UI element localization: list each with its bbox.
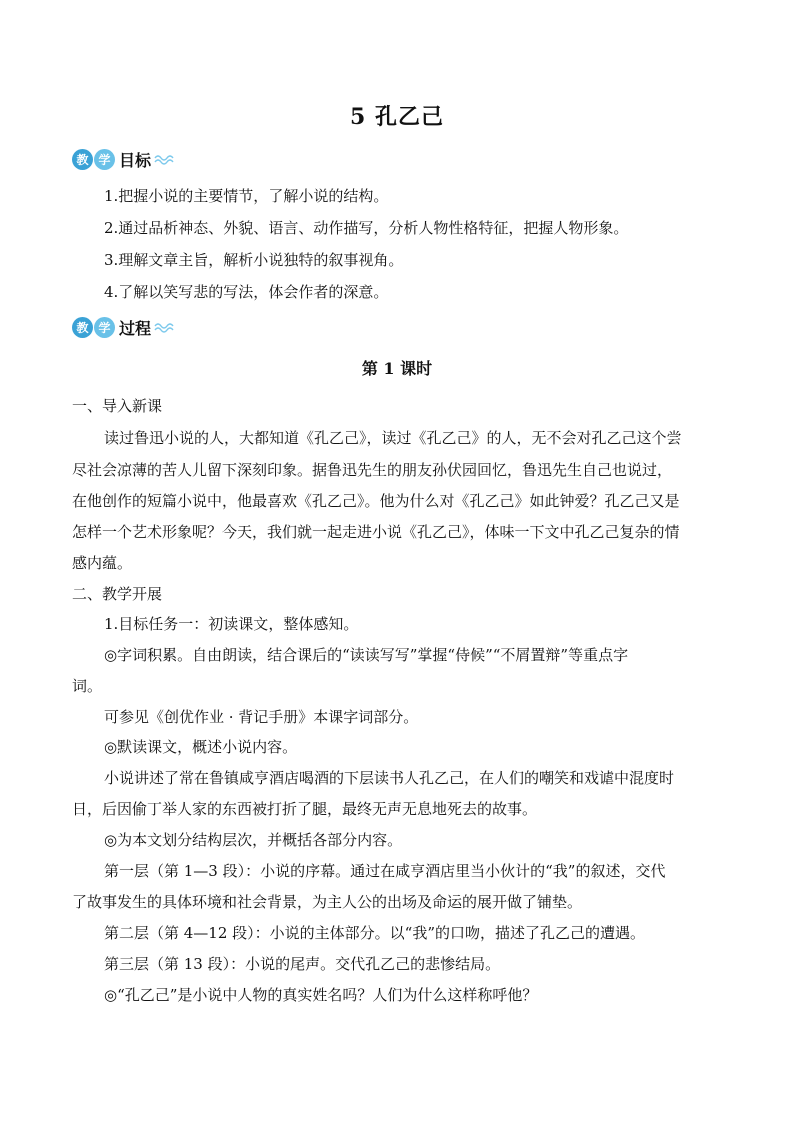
section-badge	[72, 317, 116, 338]
lesson-title: 第 1 课时	[361, 359, 433, 378]
intro-line-4: 怎样一个艺术形象呢？今天，我们就一起走进小说《孔乙己》，体味一下文中孔乙己复杂的情	[72, 523, 680, 541]
intro-line-1: 读过鲁迅小说的人，大都知道《孔乙己》，读过《孔乙己》的人，无不会对孔乙己这个尝	[104, 429, 682, 447]
objective-3: 3.理解文章主旨，解析小说独特的叙事视角。	[104, 251, 404, 269]
layer-1-line-1: 第一层（第 1—3 段）：小说的序幕。通过在咸亨酒店里当小伙计的“我”的叙述，交代	[104, 862, 666, 880]
task-1: 1.目标任务一：初读课文，整体感知。	[104, 615, 359, 633]
badge-char-2: 学	[94, 149, 115, 170]
summary-line-1: 小说讲述了常在鲁镇咸亨酒店喝酒的下层读书人孔乙己，在人们的嘲笑和戏谑中混度时	[104, 769, 675, 787]
section-badge	[72, 149, 116, 170]
intro-line-2: 尽社会凉薄的苦人儿留下深刻印象。据鲁迅先生的朋友孙伏园回忆，鲁迅先生自己也说过，	[72, 461, 673, 479]
section-title-rest: 目标	[119, 150, 152, 170]
section-title-rest: 过程	[119, 318, 152, 338]
badge-char-1: 教	[72, 149, 93, 170]
question: ◎“孔乙己”是小说中人物的真实姓名吗？人们为什么这样称呼他？	[104, 986, 538, 1004]
layer-1-line-2: 了故事发生的具体环境和社会背景，为主人公的出场及命运的展开做了铺垫。	[72, 893, 583, 911]
page-title: 5 孔乙己	[350, 104, 444, 130]
layer-2: 第二层（第 4—12 段）：小说的主体部分。以“我”的口吻，描述了孔乙己的遭遇。	[104, 924, 646, 942]
objective-1: 1.把握小说的主要情节，了解小说的结构。	[104, 187, 389, 205]
badge-char-2: 学	[94, 317, 115, 338]
intro-heading: 一、导入新课	[72, 397, 163, 415]
develop-heading: 二、教学开展	[72, 585, 163, 603]
summary-line-2: 日，后因偷丁举人家的东西被打折了腿，最终无声无息地死去的故事。	[72, 800, 538, 818]
intro-line-3: 在他创作的短篇小说中，他最喜欢《孔乙己》。他为什么对《孔乙己》如此钟爱？孔乙己又是	[72, 492, 680, 510]
vocab-line-2: 词。	[72, 677, 103, 695]
intro-line-5: 感内蕴。	[72, 554, 133, 572]
reference-note: 可参见《创优作业 · 背记手册》本课字词部分。	[104, 708, 419, 726]
silent-read-task: ◎默读课文，概述小说内容。	[104, 738, 298, 756]
vocab-line-1: ◎字词积累。自由朗读，结合课后的“读读写写”掌握“侍候”“不屑置辩”等重点字	[104, 646, 629, 664]
layer-3: 第三层（第 13 段）：小说的尾声。交代孔乙己的悲惨结局。	[104, 955, 501, 973]
wave-ornament-icon	[154, 321, 176, 333]
section-header-objectives	[72, 146, 176, 172]
structure-task: ◎为本文划分结构层次，并概括各部分内容。	[104, 831, 403, 849]
section-header-process	[72, 314, 176, 340]
objective-4: 4.了解以笑写悲的写法，体会作者的深意。	[104, 283, 389, 301]
objective-2: 2.通过品析神态、外貌、语言、动作描写，分析人物性格特征，把握人物形象。	[104, 219, 629, 237]
wave-ornament-icon	[154, 153, 176, 165]
badge-char-1: 教	[72, 317, 93, 338]
